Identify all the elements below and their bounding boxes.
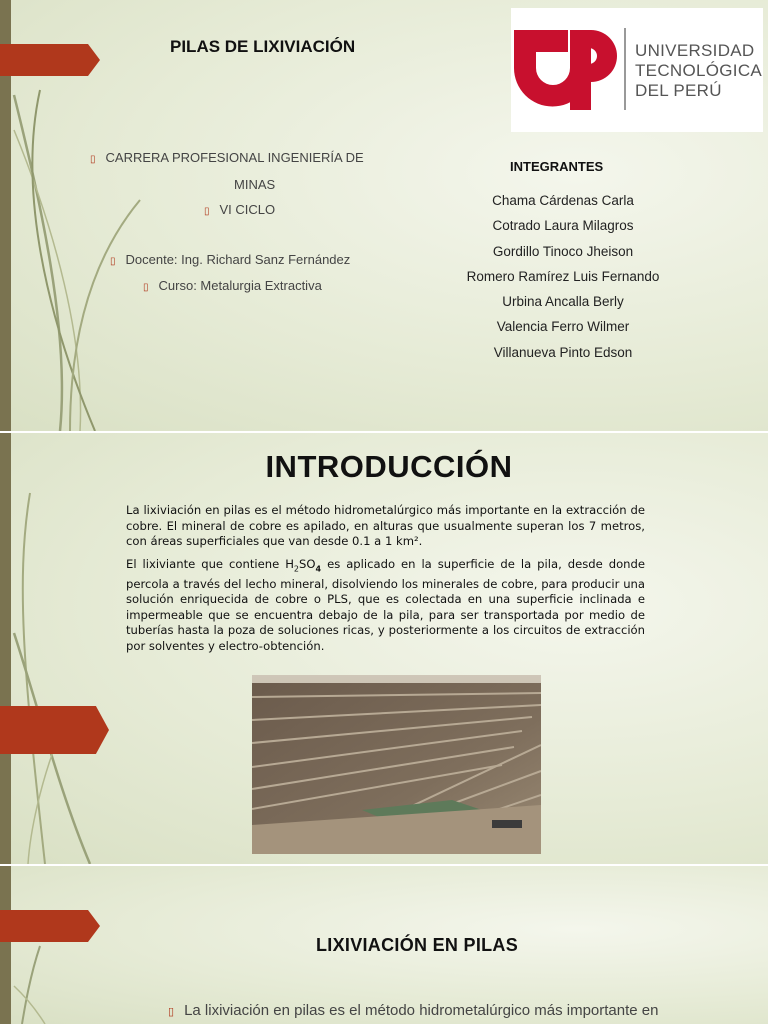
member-name: Gordillo Tinoco Jheison: [492, 244, 634, 259]
slide-title: [0, 0, 768, 431]
teacher-text: Docente: Ing. Richard Sanz Fernández: [125, 252, 351, 267]
logo-line-3: DEL PERÚ: [635, 81, 722, 100]
heap-leach-photo: [252, 675, 541, 854]
bullet-icon: ▯: [110, 256, 116, 267]
intro-paragraph-2: El lixiviante que contiene $H_2SO_4$ es aplicado en la superficie de la pila, desde donde percola a través del lecho mineral, disolviendo los minerales de cobre, para producir una solución enriquecida de cobre o PLS, que es colectada en una superficie inclinada e impermeable que se encuentra debajo de la pila, para ser transportada por medio de tuberías hasta la poza de soluciones ricas, y posteriormente a los circuitos de extracción por solventes y electro-obtención.: [126, 557, 646, 653]
intro-paragraph-1: La lixiviación en pilas es el método hidrometalúrgico más importante en la extracción de cobre. El mineral de cobre es apilado, en alturas que usualmente superan los 7 metros, con áreas superficiales que van desde 0.1 a 1 km².: [126, 503, 645, 548]
member-name: Valencia Ferro Wilmer: [496, 319, 630, 334]
career-bullet: [90, 150, 364, 165]
career-line-2: MINAS: [234, 177, 276, 192]
side-stripe: [0, 866, 11, 1024]
logo-line-1: UNIVERSIDAD: [635, 41, 755, 60]
member-name: Urbina Ancalla Berly: [502, 294, 624, 309]
intro-heading: INTRODUCCIÓN: [265, 449, 513, 484]
slide-introduction: [0, 433, 768, 864]
heap-leaching-text: La lixiviación en pilas es el método hidrometalúrgico más importante en: [184, 1002, 659, 1019]
cycle-bullet: [204, 202, 275, 217]
teacher-bullet: [110, 252, 350, 267]
course-bullet: [143, 278, 322, 293]
member-name: Chama Cárdenas Carla: [492, 193, 634, 208]
bullet-icon: ▯: [204, 206, 210, 217]
side-stripe: [0, 433, 11, 864]
title-arrow: [0, 910, 100, 942]
career-line-1: CARRERA PROFESIONAL INGENIERÍA DE: [105, 150, 364, 165]
member-name: Villanueva Pinto Edson: [493, 345, 633, 360]
course-text: Curso: Metalurgia Extractiva: [158, 278, 322, 293]
heap-leaching-bullet: [168, 1002, 748, 1019]
bullet-icon: ▯: [143, 282, 149, 293]
members-heading: INTEGRANTES: [510, 159, 604, 174]
member-name: Cotrado Laura Milagros: [492, 218, 634, 233]
slide-title-heading: PILAS DE LIXIVIACIÓN: [170, 37, 356, 56]
university-name: [635, 41, 762, 101]
utp-logo-mark: [511, 8, 631, 132]
university-logo: [511, 8, 763, 132]
logo-line-2: TECNOLÓGICA: [635, 61, 763, 80]
bullet-icon: ▯: [168, 1006, 175, 1018]
title-arrow: [0, 44, 100, 76]
slide-heap-leaching: [0, 866, 768, 1024]
member-name: Romero Ramírez Luis Fernando: [466, 269, 660, 284]
section-arrow: [0, 706, 109, 754]
cycle-text: VI CICLO: [219, 202, 276, 217]
bullet-icon: ▯: [90, 154, 96, 165]
heap-leaching-heading: LIXIVIACIÓN EN PILAS: [316, 935, 519, 955]
